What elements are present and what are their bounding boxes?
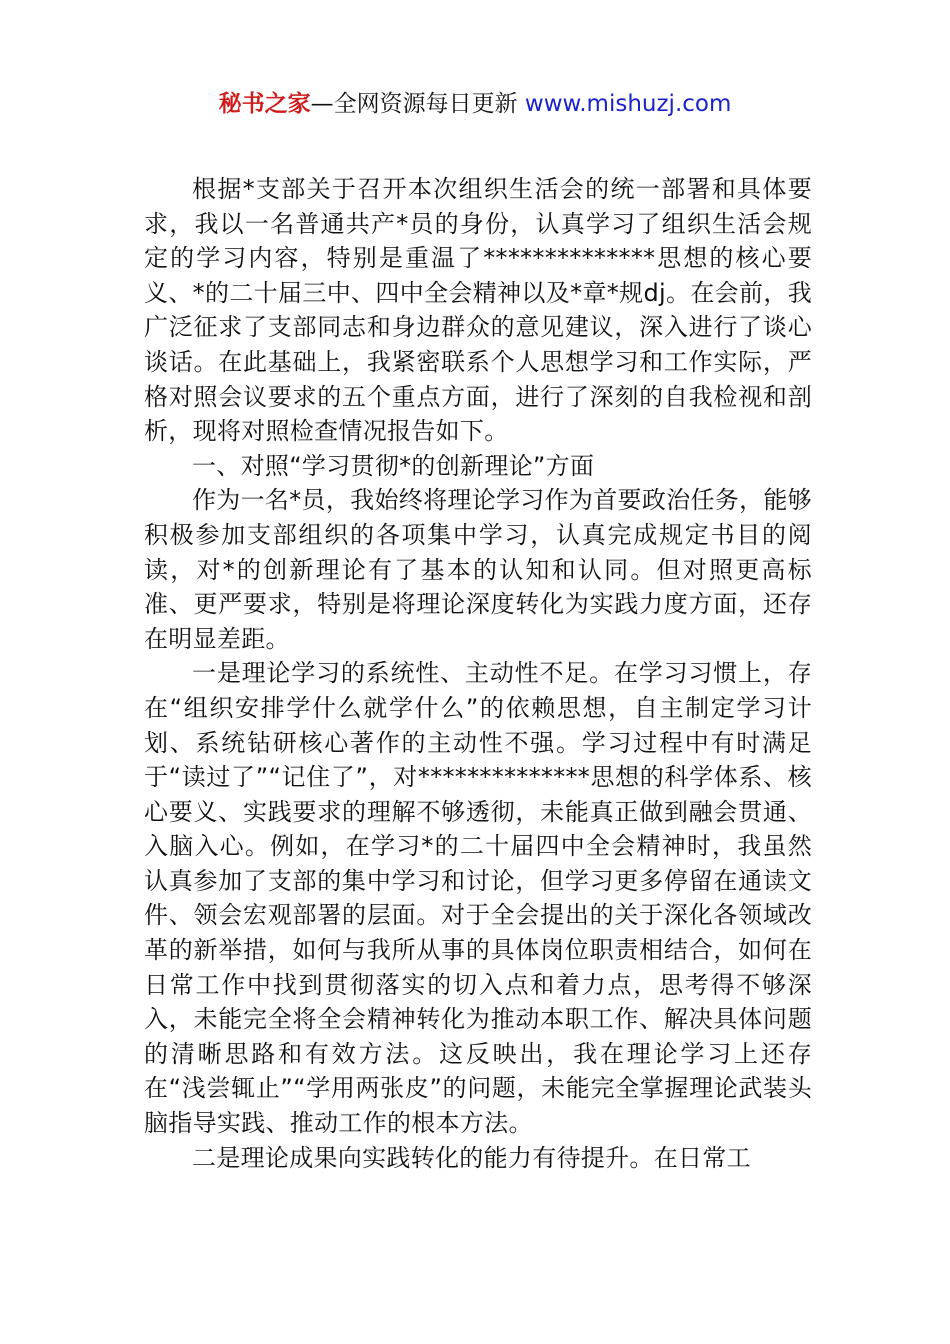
website-link[interactable]: www.mishuzj.com xyxy=(524,91,732,117)
intro-paragraph: 根据*支部关于召开本次组织生活会的统一部署和具体要求，我以一名普通共产*员的身份，认真学习了组织生活会规定的学习内容，特别是重温了**************思想的核心要义、*的二十届三中、四中全会精神以及*章*规dj。在会前，我广泛征求了支部同志和身边群众的意见建议，深入进行了谈心谈话。在此基础上，我紧密联系个人思想学习和工作实际，严格对照会议要求的五个重点方面，进行了深刻的自我检视和剖析，现将对照检查情况报告如下。 xyxy=(144,175,812,446)
page-header xyxy=(0,88,950,120)
section-heading: 一、对照“学习贯彻*的创新理论”方面 xyxy=(192,451,595,480)
body-paragraph: 一是理论学习的系统性、主动性不足。在学习习惯上，存在“组织安排学什么就学什么”的依赖思想，自主制定学习计划、系统钻研核心著作的主动性不强。学习过程中有时满足于“读过了”“记住了”，对**************思想的科学体系、核心要义、实践要求的理解不够透彻，未能真正做到融会贯通、入脑入心。例如，在学习*的二十届四中全会精神时，我虽然认真参加了支部的集中学习和讨论，但学习更多停留在通读文件、领会宏观部署的层面。对于全会提出的关于深化各领域改革的新举措，如何与我所从事的具体岗位职责相结合，如何在日常工作中找到贯彻落实的切入点和着力点，思考得不够深入，未能完全将全会精神转化为推动本职工作、解决具体问题的清晰思路和有效方法。这反映出，我在理论学习上还存在“浅尝辄止”“学用两张皮”的问题，未能完全掌握理论武装头脑指导实践、推动工作的根本方法。 xyxy=(144,659,812,1138)
body-paragraph: 作为一名*员，我始终将理论学习作为首要政治任务，能够积极参加支部组织的各项集中学习，认真完成规定书目的阅读，对*的创新理论有了基本的认知和认同。但对照更高标准、更严要求，特别是将理论深度转化为实践力度方面，还存在明显差距。 xyxy=(144,486,812,653)
document-body xyxy=(144,172,812,1175)
header-slogan: —全网资源每日更新 xyxy=(310,91,525,117)
body-paragraph: 二是理论成果向实践转化的能力有待提升。在日常工 xyxy=(192,1143,751,1172)
brand-name: 秘书之家 xyxy=(218,91,311,117)
